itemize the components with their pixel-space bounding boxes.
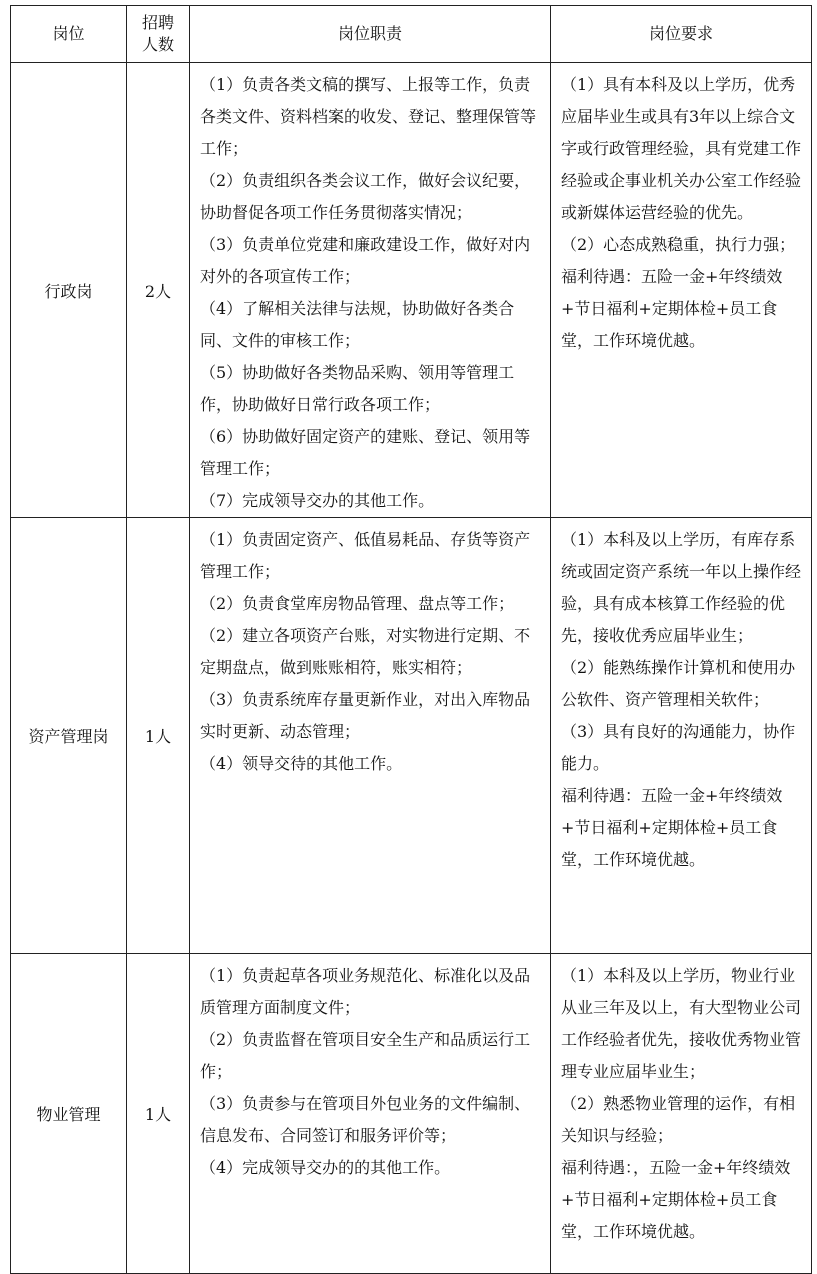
duty-item: （2）负责食堂库房物品管理、盘点等工作； — [200, 594, 515, 613]
duty-item: （2）负责组织各类会议工作，做好会议纪要，协助督促各项工作任务贯彻落实情况； — [200, 171, 531, 222]
duties-cell — [190, 63, 551, 518]
header-count — [127, 6, 190, 63]
requirement-item: （1）具有本科及以上学历，优秀应届毕业生或具有3年以上综合文字或行政管理经验，具有党建工作经验或企事业机关办公室工作经验或新媒体运营经验的优先。 — [561, 75, 802, 222]
recruitment-table — [10, 5, 812, 1274]
duty-item: （3）负责参与在管项目外包业务的文件编制、信息发布、合同签订和服务评价等； — [200, 1094, 531, 1145]
duties-cell — [190, 954, 551, 1274]
duty-item: （2）负责监督在管项目安全生产和品质运行工作； — [200, 1030, 531, 1081]
duties-cell — [190, 518, 551, 954]
requirement-item: （2）能熟练操作计算机和使用办公软件、资产管理相关软件； — [561, 658, 796, 709]
requirements-cell — [551, 518, 812, 954]
requirement-item: 福利待遇：五险一金+年终绩效+节日福利+定期体检+员工食堂，工作环境优越。 — [561, 267, 783, 350]
position-cell: 行政岗 — [11, 63, 127, 518]
requirements-cell — [551, 954, 812, 1274]
duty-item: （5）协助做好各类物品采购、领用等管理工作，协助做好日常行政各项工作； — [200, 363, 515, 414]
requirement-item: （3）具有良好的沟通能力，协作能力。 — [561, 722, 796, 773]
position-cell: 物业管理 — [11, 954, 127, 1274]
position-cell: 资产管理岗 — [11, 518, 127, 954]
requirement-item: （1）本科及以上学历，有库存系统或固定资产系统一年以上操作经验，具有成本核算工作经验的优先，接收优秀应届毕业生； — [561, 530, 802, 645]
count-cell: 1人 — [127, 518, 190, 954]
header-row — [11, 6, 812, 63]
requirement-item: （1）本科及以上学历，物业行业从业三年及以上，有大型物业公司工作经验者优先，接收优秀物业管理专业应届毕业生； — [561, 966, 802, 1081]
duty-item: （4）了解相关法律与法规，协助做好各类合同、文件的审核工作； — [200, 299, 515, 350]
duty-item: （6）协助做好固定资产的建账、登记、领用等管理工作； — [200, 427, 531, 478]
requirement-item: （2）心态成熟稳重，执行力强； — [561, 235, 796, 254]
header-requirements: 岗位要求 — [551, 6, 812, 63]
table-row — [11, 518, 812, 954]
duty-item: （1）负责起草各项业务规范化、标准化以及品质管理方面制度文件； — [200, 966, 531, 1017]
header-count-text: 招聘人数 — [141, 13, 174, 54]
requirement-item: 福利待遇：，五险一金+年终绩效+节日福利+定期体检+员工食堂，工作环境优越。 — [561, 1158, 791, 1241]
header-position: 岗位 — [11, 6, 127, 63]
duty-item: （3）负责系统库存量更新作业，对出入库物品实时更新、动态管理； — [200, 690, 531, 741]
requirements-cell — [551, 63, 812, 518]
duty-item: （1）负责各类文稿的撰写、上报等工作，负责各类文件、资料档案的收发、登记、整理保管等工作； — [200, 75, 537, 158]
table-row — [11, 954, 812, 1274]
count-cell: 2人 — [127, 63, 190, 518]
requirement-item: 福利待遇：五险一金+年终绩效+节日福利+定期体检+员工食堂，工作环境优越。 — [561, 786, 783, 869]
duty-item: （4）领导交待的其他工作。 — [200, 754, 403, 773]
count-cell: 1人 — [127, 954, 190, 1274]
duty-item: （1）负责固定资产、低值易耗品、存货等资产管理工作； — [200, 530, 531, 581]
table-row — [11, 63, 812, 518]
duty-item: （7）完成领导交办的其他工作。 — [200, 491, 435, 510]
duty-item: （2）建立各项资产台账，对实物进行定期、不定期盘点，做到账账相符，账实相符； — [200, 626, 531, 677]
header-duties: 岗位职责 — [190, 6, 551, 63]
requirement-item: （2）熟悉物业管理的运作，有相关知识与经验； — [561, 1094, 796, 1145]
duty-item: （3）负责单位党建和廉政建设工作，做好对内对外的各项宣传工作； — [200, 235, 531, 286]
duty-item: （4）完成领导交办的的其他工作。 — [200, 1158, 451, 1177]
